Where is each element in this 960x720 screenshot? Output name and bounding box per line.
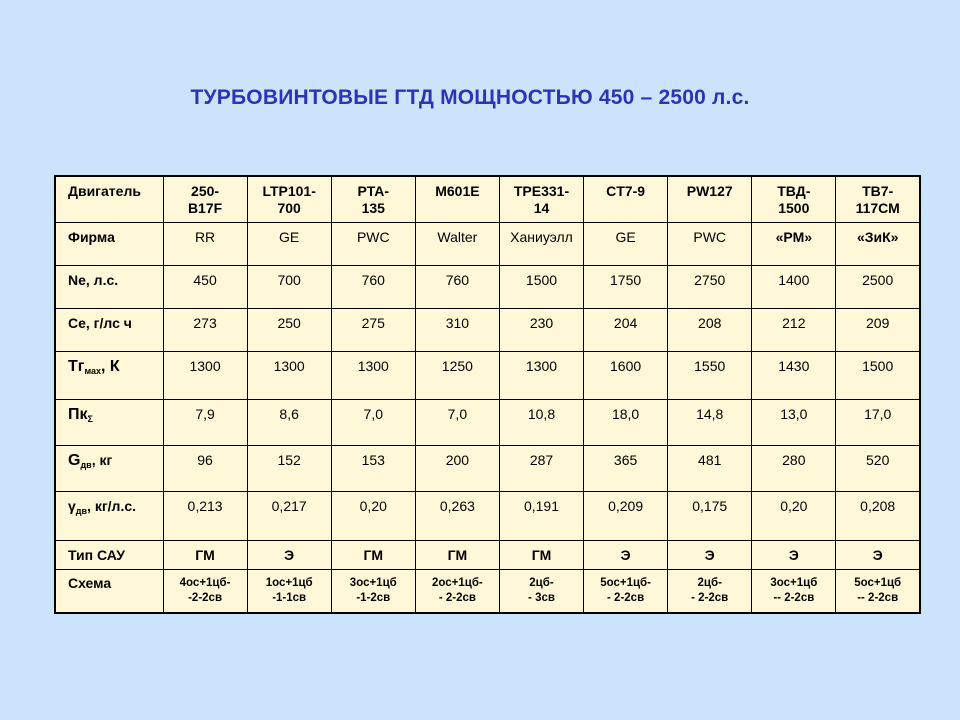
pk-cell: 14,8 <box>668 400 752 446</box>
ce-cell: 310 <box>415 309 499 352</box>
row-engine <box>55 176 920 223</box>
firm-cell: GE <box>584 223 668 266</box>
g-cell: 152 <box>247 446 331 492</box>
row-pk <box>55 400 920 446</box>
gamma-cell: 0,191 <box>499 492 583 541</box>
pk-cell: 10,8 <box>499 400 583 446</box>
g-cell: 365 <box>584 446 668 492</box>
tg-symbol: Тг <box>68 358 85 375</box>
ce-cell: 204 <box>584 309 668 352</box>
gamma-cell: 0,20 <box>752 492 836 541</box>
row-gamma <box>55 492 920 541</box>
ne-cell: 1750 <box>584 266 668 309</box>
gamma-cell: 0,213 <box>163 492 247 541</box>
scheme-cell: 2ос+1цб- - 2-2св <box>415 570 499 614</box>
engine-cell: TPE331- 14 <box>499 176 583 223</box>
gamma-cell: 0,20 <box>331 492 415 541</box>
row-ne <box>55 266 920 309</box>
firm-cell: Ханиуэлл <box>499 223 583 266</box>
g-subscript: дв <box>80 460 92 470</box>
tg-cell: 1300 <box>331 352 415 400</box>
ne-cell: 2750 <box>668 266 752 309</box>
ce-cell: 250 <box>247 309 331 352</box>
engine-cell: PTA- 135 <box>331 176 415 223</box>
param-engine: Двигатель <box>55 176 163 223</box>
engine-cell: ТВ7- 117СМ <box>836 176 920 223</box>
pk-symbol: Пк <box>68 406 88 423</box>
tg-cell: 1500 <box>836 352 920 400</box>
param-g <box>55 446 163 492</box>
g-cell: 481 <box>668 446 752 492</box>
pk-cell: 7,9 <box>163 400 247 446</box>
engine-cell: M601E <box>415 176 499 223</box>
ce-cell: 208 <box>668 309 752 352</box>
param-sau: Тип САУ <box>55 541 163 570</box>
tg-cell: 1430 <box>752 352 836 400</box>
sau-cell: Э <box>584 541 668 570</box>
gamma-cell: 0,208 <box>836 492 920 541</box>
param-scheme: Схема <box>55 570 163 614</box>
firm-cell: GE <box>247 223 331 266</box>
param-ne: Ne, л.с. <box>55 266 163 309</box>
firm-cell: PWC <box>331 223 415 266</box>
gamma-cell: 0,217 <box>247 492 331 541</box>
g-cell: 520 <box>836 446 920 492</box>
sau-cell: ГМ <box>415 541 499 570</box>
param-tg <box>55 352 163 400</box>
row-ce <box>55 309 920 352</box>
param-pk <box>55 400 163 446</box>
engine-cell: ТВД- 1500 <box>752 176 836 223</box>
sau-cell: ГМ <box>331 541 415 570</box>
param-ce: Ce, г/лс ч <box>55 309 163 352</box>
row-firm <box>55 223 920 266</box>
ne-cell: 450 <box>163 266 247 309</box>
sau-cell: Э <box>668 541 752 570</box>
pk-subscript: Σ <box>87 414 93 424</box>
ce-cell: 273 <box>163 309 247 352</box>
ce-cell: 209 <box>836 309 920 352</box>
engines-table <box>54 175 921 614</box>
param-gamma <box>55 492 163 541</box>
scheme-cell: 2цб- - 2-2св <box>668 570 752 614</box>
ne-cell: 760 <box>415 266 499 309</box>
ne-cell: 2500 <box>836 266 920 309</box>
tg-cell: 1250 <box>415 352 499 400</box>
scheme-cell: 3ос+1цб -- 2-2св <box>752 570 836 614</box>
tg-unit: , К <box>101 358 120 375</box>
ce-cell: 275 <box>331 309 415 352</box>
tg-subscript: мах <box>84 366 101 376</box>
firm-cell: «ЗиК» <box>836 223 920 266</box>
ne-cell: 1400 <box>752 266 836 309</box>
scheme-cell: 1ос+1цб -1-1св <box>247 570 331 614</box>
ne-cell: 1500 <box>499 266 583 309</box>
scheme-cell: 3ос+1цб -1-2св <box>331 570 415 614</box>
g-cell: 287 <box>499 446 583 492</box>
tg-cell: 1550 <box>668 352 752 400</box>
gamma-cell: 0,209 <box>584 492 668 541</box>
tg-cell: 1300 <box>247 352 331 400</box>
ne-cell: 760 <box>331 266 415 309</box>
pk-cell: 13,0 <box>752 400 836 446</box>
scheme-cell: 4ос+1цб- -2-2св <box>163 570 247 614</box>
scheme-cell: 2цб- - 3св <box>499 570 583 614</box>
gamma-unit: , кг/л.с. <box>87 498 137 514</box>
gamma-subscript: дв <box>75 506 88 516</box>
engine-cell: 250- B17F <box>163 176 247 223</box>
pk-cell: 17,0 <box>836 400 920 446</box>
gamma-symbol: γ <box>68 498 76 514</box>
engine-cell: LTP101- 700 <box>247 176 331 223</box>
ne-cell: 700 <box>247 266 331 309</box>
pk-cell: 7,0 <box>331 400 415 446</box>
g-symbol: G <box>68 452 81 469</box>
sau-cell: Э <box>752 541 836 570</box>
engine-cell: CT7-9 <box>584 176 668 223</box>
row-tg <box>55 352 920 400</box>
param-firm: Фирма <box>55 223 163 266</box>
g-cell: 153 <box>331 446 415 492</box>
sau-cell: ГМ <box>499 541 583 570</box>
gamma-cell: 0,263 <box>415 492 499 541</box>
tg-cell: 1300 <box>163 352 247 400</box>
row-g <box>55 446 920 492</box>
row-scheme <box>55 570 920 614</box>
scheme-cell: 5ос+1цб- - 2-2св <box>584 570 668 614</box>
page-title: ТУРБОВИНТОВЫЕ ГТД МОЩНОСТЬЮ 450 – 2500 л.с. <box>190 86 750 109</box>
pk-cell: 7,0 <box>415 400 499 446</box>
firm-cell: PWC <box>668 223 752 266</box>
sau-cell: Э <box>836 541 920 570</box>
pk-cell: 8,6 <box>247 400 331 446</box>
sau-cell: Э <box>247 541 331 570</box>
g-cell: 96 <box>163 446 247 492</box>
scheme-cell: 5ос+1цб -- 2-2св <box>836 570 920 614</box>
g-cell: 200 <box>415 446 499 492</box>
sau-cell: ГМ <box>163 541 247 570</box>
tg-cell: 1300 <box>499 352 583 400</box>
firm-cell: «РМ» <box>752 223 836 266</box>
gamma-cell: 0,175 <box>668 492 752 541</box>
firm-cell: RR <box>163 223 247 266</box>
ce-cell: 212 <box>752 309 836 352</box>
firm-cell: Walter <box>415 223 499 266</box>
engine-cell: PW127 <box>668 176 752 223</box>
row-sau <box>55 541 920 570</box>
g-cell: 280 <box>752 446 836 492</box>
g-unit: , кг <box>91 452 113 468</box>
pk-cell: 18,0 <box>584 400 668 446</box>
tg-cell: 1600 <box>584 352 668 400</box>
ce-cell: 230 <box>499 309 583 352</box>
